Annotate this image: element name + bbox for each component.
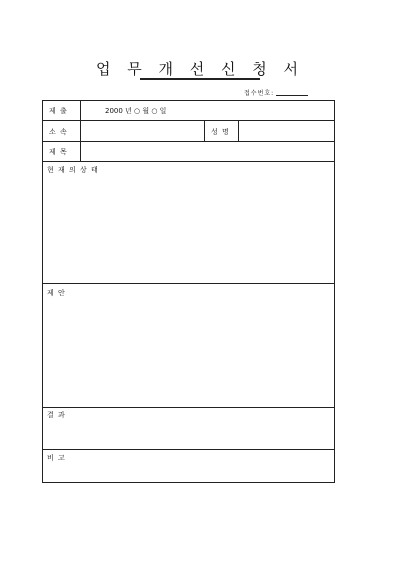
department-label: 소 속	[49, 128, 68, 136]
column-divider	[238, 120, 239, 141]
column-divider	[80, 101, 81, 161]
result-label: 결 과	[47, 411, 66, 419]
row-divider	[43, 449, 334, 450]
receipt-number-label: 접수번호:	[244, 90, 275, 97]
current-state-label: 현 재 의 상 태	[47, 166, 99, 174]
document-title: 업 무 개 선 신 청 서	[95, 60, 305, 78]
remarks-label: 비 고	[47, 454, 66, 462]
row-divider	[43, 283, 334, 284]
subject-label: 제 목	[49, 148, 68, 156]
proposal-label: 제 안	[47, 289, 66, 297]
column-divider	[204, 120, 205, 141]
title-underline	[140, 78, 260, 80]
submit-date[interactable]: 2000 년 ○ 월 ○ 일	[105, 107, 167, 115]
row-divider	[43, 141, 334, 142]
receipt-number	[244, 88, 308, 97]
row-divider	[43, 120, 334, 121]
receipt-number-field[interactable]	[276, 95, 308, 96]
row-divider	[43, 161, 334, 162]
row-divider	[43, 407, 334, 408]
submit-label: 제 출	[49, 107, 68, 115]
name-label: 성 명	[211, 128, 230, 136]
application-form	[42, 100, 335, 483]
